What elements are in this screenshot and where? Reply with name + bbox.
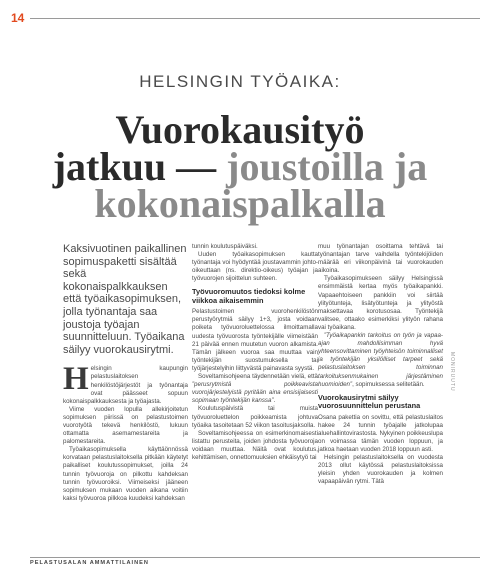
text-column-1 (63, 243, 188, 503)
body-paragraph: Osana pakettia on sovittu, että pelastuslaitos hakee 24 tunnin työajalle jatkolupaa aluehallintovirastosta. Nykyinen poikkeuslupa on voimassa tämän vuoden loppuun, ja jatkoa haetaan vuoden 2018 loppuun asti. (318, 413, 443, 453)
headline-line-2-soft: joustoilla ja (226, 144, 428, 189)
text-column-2 (192, 243, 318, 462)
page-footer (0, 557, 480, 569)
headline-line-3: kokonaispalkalla (94, 181, 386, 226)
body-paragraph (318, 332, 443, 389)
body-paragraph: muu työnantajan osoittama tehtävä tai työnantajan tarve vaihdella työntekijöiden määrää eri viikonpäivinä tai vuorokauden aikoina. (318, 243, 443, 275)
headline-line-1: Vuorokausityö (115, 107, 365, 152)
footer-rule (30, 557, 480, 558)
body-paragraph (192, 373, 318, 405)
body-paragraph: Koulutuspäivistä tai muista työvuoroluettelon poikkeamista johtuva työaika tasoitetaan 52 viikon tasoitusjaksolla. (192, 405, 318, 429)
body-text: elsingin kaupungin pelastuslaitoksen henkilöstöjärjestöt ja työnantaja ovat päässeet sopuun kokonaispalkkauksesta ja työajasta. (63, 365, 188, 405)
quote-text: ”Työaikapankin tarkoitus on työn ja vapaa-ajan mahdollisimman hyvä yhteensovittaminen työyhteisön toiminnalliset ja työntekijän yksilölliset tarpeet sekä pelastuslaitoksen toiminnan tarkoituksenmukainen järjestäminen huomioiden” (318, 332, 443, 388)
body-paragraph: Työaikasopimukseen säilyy Helsingissä ensimmäistä kertaa myös työaikapankki. Vapaaehtoiseen pankkiin voi siirtää ylityötunteja, lisätyötunteja ja ylityöstä maksettavaa korotusosaa. Työntekijä valitsee, ottaako esimerkiksi ylityön rahana vai työaikana. (318, 275, 443, 331)
body-paragraph: Viime vuoden lopulla allekirjoitetun sopimuksen piirissä on pelastustoimen vuorotyötä tekevä henkilöstö, lukuun ottamatta asemamestareita ja palomestareita. (63, 405, 188, 446)
body-paragraph: Uuden työaikasopimuksen kautta työnantaja voi hyödyntää joustavammin johto-oikeuttaan (ns. direktio-oikeus) työajan ja työvuorojen sijoittelun suhteen. (192, 251, 318, 283)
article-headline (0, 107, 480, 226)
body-paragraph: Työaikasopimuksella käyttäönnössä korvataan pelastuslaitoksella pitkään käytetyt paikalliset koulutussopimukset, joilla 24 tunnin työvuoroja on pilkottu kahdeksan tunnin työvuoroiksi. Viimeiseksi jääneen sopimuksen mukaan vuoden aikana voitiin kaksi työvuoroa pilkkoa kuudeksi kahdeksan (63, 446, 188, 502)
body-paragraph: Pelastustoimen vuorohenkilöstön perustyörytmiä säilyy 1+3, josta voidaan poiketa työvuoroluettelossa ilmoittamalla uudesta työvuorosta työntekijälle viimeistään 21 päivää ennen muutetun vuoron alkamista. Tämän jälkeen vuoroa saa muuttaa vain työntekijän suostumuksella tai työjärjestelyihin liittyvästä painavasta syystä. (192, 308, 318, 372)
page-number: 14 (11, 11, 25, 25)
body-text: . (273, 397, 276, 405)
quote-text: ”perusrytmistä poikkeavista vuorojärjestelyistä pyritään aina ensisijaisesti sopimaan työntekijän kanssa” (192, 381, 318, 405)
body-paragraph: Soveltamisohjeessa on esimerkinomaisesti listattu perusteita, joiden johdosta työvuoroja voidaan muuttaa. Näitä ovat koulutus, kehittämisen, onnettomuuksien ehkäisytyö tai (192, 429, 318, 461)
text-column-3 (318, 243, 443, 486)
drop-cap: H (63, 361, 89, 398)
subheading: Vuorokausirytmi säilyy vuorosuunnittelun perustana (318, 392, 421, 411)
kicker-text: HELSINGIN TYÖAIKA: (139, 72, 341, 91)
body-text: Soveltamisohjeena täydennetään vielä, että (198, 373, 318, 381)
subheading: Työvuoromuutos tiedoksi kolme viikkoa aikaisemmin (192, 287, 306, 305)
lead-paragraph: Kaksivuotinen paikallinen sopimuspaketti sisältää sekä kokonaispalkkauksen että työaikasopimuksen, jolla työnantaja saa joustoja työajan suunnitteluun. Työaikana säilyy vuorokausirytmi. (63, 243, 187, 356)
page-header (0, 11, 480, 25)
headline-line-2-dark: jatkuu — (52, 144, 227, 189)
body-paragraph (63, 361, 188, 405)
article-kicker (0, 72, 480, 92)
body-paragraph: tunnin koulutuspäiväksi. (192, 243, 258, 250)
footer-publication: PELASTUSALAN AMMATTILAINEN (30, 560, 149, 566)
body-paragraph: Helsingin pelastuslaitoksella on vuodesta 2013 ollut käytössä pelastuslaitoksissa yleisin yhden vuorokauden ja kolmen vapaapäivän rytmi. Tätä (318, 453, 443, 486)
side-tag: MONIRUUTU (449, 352, 455, 392)
headline-line-2 (0, 144, 480, 189)
header-rule (30, 18, 480, 19)
body-text: , sopimuksessa selitetään. (352, 380, 425, 388)
